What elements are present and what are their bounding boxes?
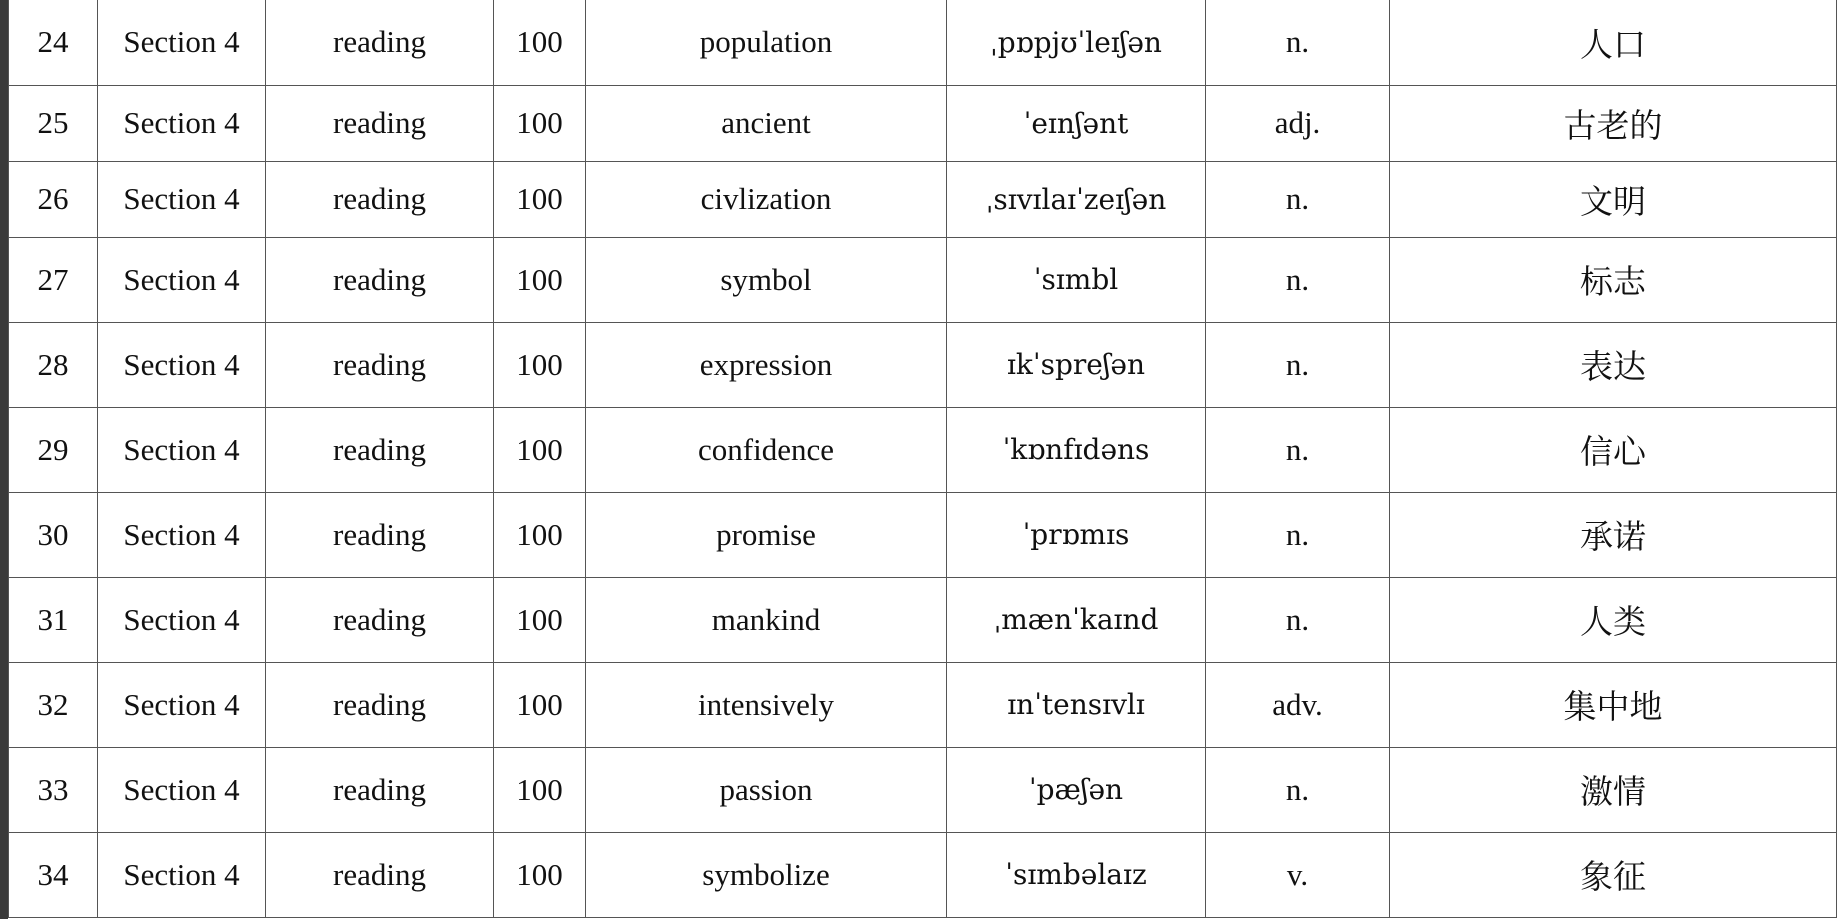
- cell-type[interactable]: reading: [266, 0, 494, 85]
- cell-phonetic[interactable]: ˈsɪmbəlaɪz: [947, 832, 1206, 917]
- cell-word[interactable]: intensively: [586, 662, 947, 747]
- table-row: [9, 322, 1837, 407]
- cell-number[interactable]: 32: [9, 662, 98, 747]
- cell-part-of-speech[interactable]: n.: [1206, 407, 1390, 492]
- table-row: [9, 662, 1837, 747]
- cell-type[interactable]: reading: [266, 577, 494, 662]
- table-row: [9, 161, 1837, 237]
- cell-word[interactable]: symbol: [586, 237, 947, 322]
- cell-section[interactable]: Section 4: [98, 161, 266, 237]
- table-row: [9, 492, 1837, 577]
- cell-phonetic[interactable]: ɪnˈtensɪvlɪ: [947, 662, 1206, 747]
- cell-phonetic[interactable]: ˈpæʃən: [947, 747, 1206, 832]
- table-row: [9, 0, 1837, 85]
- cell-score[interactable]: 100: [494, 322, 586, 407]
- cell-section[interactable]: Section 4: [98, 0, 266, 85]
- vocabulary-table-body: [9, 0, 1837, 917]
- cell-section[interactable]: Section 4: [98, 237, 266, 322]
- cell-part-of-speech[interactable]: n.: [1206, 322, 1390, 407]
- cell-word[interactable]: promise: [586, 492, 947, 577]
- vocabulary-table: [8, 0, 1837, 918]
- cell-meaning[interactable]: 标志: [1390, 237, 1837, 322]
- cell-type[interactable]: reading: [266, 662, 494, 747]
- cell-number[interactable]: 29: [9, 407, 98, 492]
- cell-meaning[interactable]: 激情: [1390, 747, 1837, 832]
- cell-number[interactable]: 33: [9, 747, 98, 832]
- left-edge-bar: [0, 0, 8, 919]
- table-row: [9, 832, 1837, 917]
- cell-section[interactable]: Section 4: [98, 662, 266, 747]
- cell-meaning[interactable]: 人口: [1390, 0, 1837, 85]
- cell-part-of-speech[interactable]: n.: [1206, 0, 1390, 85]
- cell-word[interactable]: expression: [586, 322, 947, 407]
- cell-type[interactable]: reading: [266, 747, 494, 832]
- cell-meaning[interactable]: 象征: [1390, 832, 1837, 917]
- cell-number[interactable]: 28: [9, 322, 98, 407]
- cell-score[interactable]: 100: [494, 407, 586, 492]
- cell-number[interactable]: 31: [9, 577, 98, 662]
- cell-part-of-speech[interactable]: adj.: [1206, 85, 1390, 161]
- cell-score[interactable]: 100: [494, 492, 586, 577]
- cell-part-of-speech[interactable]: n.: [1206, 492, 1390, 577]
- cell-part-of-speech[interactable]: adv.: [1206, 662, 1390, 747]
- cell-number[interactable]: 24: [9, 0, 98, 85]
- cell-number[interactable]: 34: [9, 832, 98, 917]
- table-row: [9, 577, 1837, 662]
- cell-word[interactable]: mankind: [586, 577, 947, 662]
- cell-type[interactable]: reading: [266, 407, 494, 492]
- cell-section[interactable]: Section 4: [98, 577, 266, 662]
- cell-score[interactable]: 100: [494, 0, 586, 85]
- cell-word[interactable]: population: [586, 0, 947, 85]
- cell-score[interactable]: 100: [494, 662, 586, 747]
- cell-phonetic[interactable]: ˌsɪvɪlaɪˈzeɪʃən: [947, 161, 1206, 237]
- cell-score[interactable]: 100: [494, 85, 586, 161]
- table-row: [9, 407, 1837, 492]
- cell-score[interactable]: 100: [494, 161, 586, 237]
- cell-number[interactable]: 30: [9, 492, 98, 577]
- cell-phonetic[interactable]: ˈsɪmbl: [947, 237, 1206, 322]
- cell-section[interactable]: Section 4: [98, 85, 266, 161]
- cell-section[interactable]: Section 4: [98, 492, 266, 577]
- cell-type[interactable]: reading: [266, 161, 494, 237]
- cell-section[interactable]: Section 4: [98, 832, 266, 917]
- cell-type[interactable]: reading: [266, 832, 494, 917]
- cell-word[interactable]: symbolize: [586, 832, 947, 917]
- cell-number[interactable]: 26: [9, 161, 98, 237]
- cell-meaning[interactable]: 承诺: [1390, 492, 1837, 577]
- cell-phonetic[interactable]: ˈeɪnʃənt: [947, 85, 1206, 161]
- cell-word[interactable]: confidence: [586, 407, 947, 492]
- cell-score[interactable]: 100: [494, 832, 586, 917]
- cell-score[interactable]: 100: [494, 747, 586, 832]
- cell-part-of-speech[interactable]: n.: [1206, 747, 1390, 832]
- cell-phonetic[interactable]: ˈkɒnfɪdəns: [947, 407, 1206, 492]
- cell-type[interactable]: reading: [266, 322, 494, 407]
- cell-type[interactable]: reading: [266, 85, 494, 161]
- table-row: [9, 747, 1837, 832]
- cell-meaning[interactable]: 人类: [1390, 577, 1837, 662]
- cell-meaning[interactable]: 表达: [1390, 322, 1837, 407]
- cell-part-of-speech[interactable]: n.: [1206, 237, 1390, 322]
- table-row: [9, 85, 1837, 161]
- cell-part-of-speech[interactable]: v.: [1206, 832, 1390, 917]
- cell-phonetic[interactable]: ˌpɒpjʊˈleɪʃən: [947, 0, 1206, 85]
- cell-number[interactable]: 27: [9, 237, 98, 322]
- cell-phonetic[interactable]: ɪkˈspreʃən: [947, 322, 1206, 407]
- cell-part-of-speech[interactable]: n.: [1206, 577, 1390, 662]
- cell-meaning[interactable]: 古老的: [1390, 85, 1837, 161]
- cell-part-of-speech[interactable]: n.: [1206, 161, 1390, 237]
- cell-section[interactable]: Section 4: [98, 747, 266, 832]
- cell-phonetic[interactable]: ˈprɒmɪs: [947, 492, 1206, 577]
- table-row: [9, 237, 1837, 322]
- cell-score[interactable]: 100: [494, 577, 586, 662]
- cell-score[interactable]: 100: [494, 237, 586, 322]
- cell-meaning[interactable]: 文明: [1390, 161, 1837, 237]
- cell-word[interactable]: civlization: [586, 161, 947, 237]
- cell-section[interactable]: Section 4: [98, 407, 266, 492]
- cell-type[interactable]: reading: [266, 237, 494, 322]
- cell-meaning[interactable]: 集中地: [1390, 662, 1837, 747]
- cell-phonetic[interactable]: ˌmænˈkaɪnd: [947, 577, 1206, 662]
- cell-section[interactable]: Section 4: [98, 322, 266, 407]
- cell-word[interactable]: passion: [586, 747, 947, 832]
- cell-type[interactable]: reading: [266, 492, 494, 577]
- cell-meaning[interactable]: 信心: [1390, 407, 1837, 492]
- cell-word[interactable]: ancient: [586, 85, 947, 161]
- cell-number[interactable]: 25: [9, 85, 98, 161]
